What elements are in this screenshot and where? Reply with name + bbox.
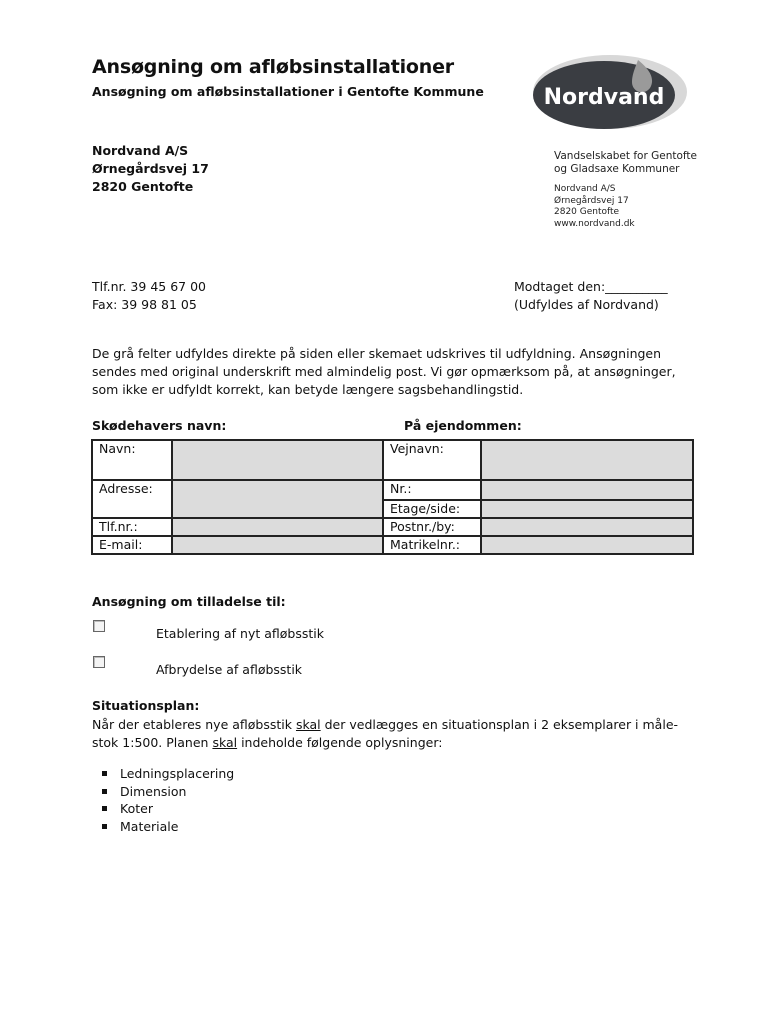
phone-number: Tlf.nr. 39 45 67 00 [92,279,206,294]
label-cadastral: Matrikelnr.: [383,536,481,554]
label-name: Navn: [92,440,172,480]
plan-text-part-1: Når der etableres nye afløbsstik [92,717,296,732]
logo-address [554,184,635,230]
nordvand-logo [532,52,688,132]
situation-plan-heading: Situationsplan: [92,698,200,713]
list-item: Dimension [100,783,234,801]
received-note: (Udfyldes af Nordvand) [514,297,659,312]
label-street: Vejnavn: [383,440,481,480]
plan-emphasis-2: skal [212,735,238,750]
owner-address-field[interactable] [172,480,383,518]
option-disconnect-drain-label: Afbrydelse af afløbsstik [156,662,303,677]
application-heading: Ansøgning om tilladelse til: [92,594,286,609]
option-new-drain-label: Etablering af nyt afløbsstik [156,626,324,641]
application-form-table [91,439,694,555]
logo-address-line-3: 2820 Gentofte [554,207,620,217]
label-phone: Tlf.nr.: [92,518,172,536]
plan-text-part-2: der vedlægges en situationsplan i 2 eksemplarer i måle-stok 1:500. Planen [92,717,679,750]
logo-address-line-1: Nordvand A/S [554,184,616,194]
owner-heading: Skødehavers navn: [92,418,227,433]
intro-paragraph: De grå felter udfyldes direkte på siden eller skemaet udskrives til udfyldning. Ansøgningen sendes med original underskrift med almindelig post. Vi gør opmærksom på, at ansøgninger, som ikke er udfyldt korrekt, kan betyde længere sagsbehandlingstid. [92,346,676,397]
plan-emphasis-1: skal [295,717,321,732]
plan-requirements-list [100,765,234,835]
sender-city: 2820 Gentofte [92,179,194,194]
checkbox-disconnect-drain[interactable] [93,656,105,668]
street-name-field[interactable] [481,440,693,480]
label-postal: Postnr./by: [383,518,481,536]
label-floor: Etage/side: [383,500,481,518]
logo-address-line-2: Ørnegårdsvej 17 [554,195,629,206]
list-item: Koter [100,800,234,818]
checkbox-new-drain[interactable] [93,620,105,632]
owner-email-field[interactable] [172,536,383,554]
house-number-field[interactable] [481,480,693,500]
logo-brand: Nordvand [543,85,665,110]
fax-number: Fax: 39 98 81 05 [92,297,197,312]
list-item: Materiale [100,818,234,836]
postal-city-field[interactable] [481,518,693,536]
owner-phone-field[interactable] [172,518,383,536]
label-number: Nr.: [383,480,481,500]
logo-tagline-line-1: Vandselskabet for Gentofte [554,150,698,162]
owner-name-field[interactable] [172,440,383,480]
property-heading: På ejendommen: [404,418,522,433]
received-date-field: Modtaget den:__________ [514,279,668,294]
logo-tagline [554,150,697,176]
label-email: E-mail: [92,536,172,554]
received-date-block [514,278,668,314]
label-address: Adresse: [92,480,172,518]
logo-website-link[interactable]: www.nordvand.dk [554,218,635,229]
cadastral-number-field[interactable] [481,536,693,554]
situation-plan-text [92,716,702,752]
floor-side-field[interactable] [481,500,693,518]
document-subtitle: Ansøgning om afløbsinstallationer i Gentofte Kommune [92,84,484,99]
sender-address [92,142,209,196]
list-item: Ledningsplacering [100,765,234,783]
contact-info [92,278,206,314]
plan-text-part-3: indeholde følgende oplysninger: [237,735,443,750]
sender-name: Nordvand A/S [92,143,189,158]
document-title: Ansøgning om afløbsinstallationer [92,56,454,78]
logo-tagline-line-2: og Gladsaxe Kommuner [554,163,680,175]
sender-street: Ørnegårdsvej 17 [92,161,209,176]
